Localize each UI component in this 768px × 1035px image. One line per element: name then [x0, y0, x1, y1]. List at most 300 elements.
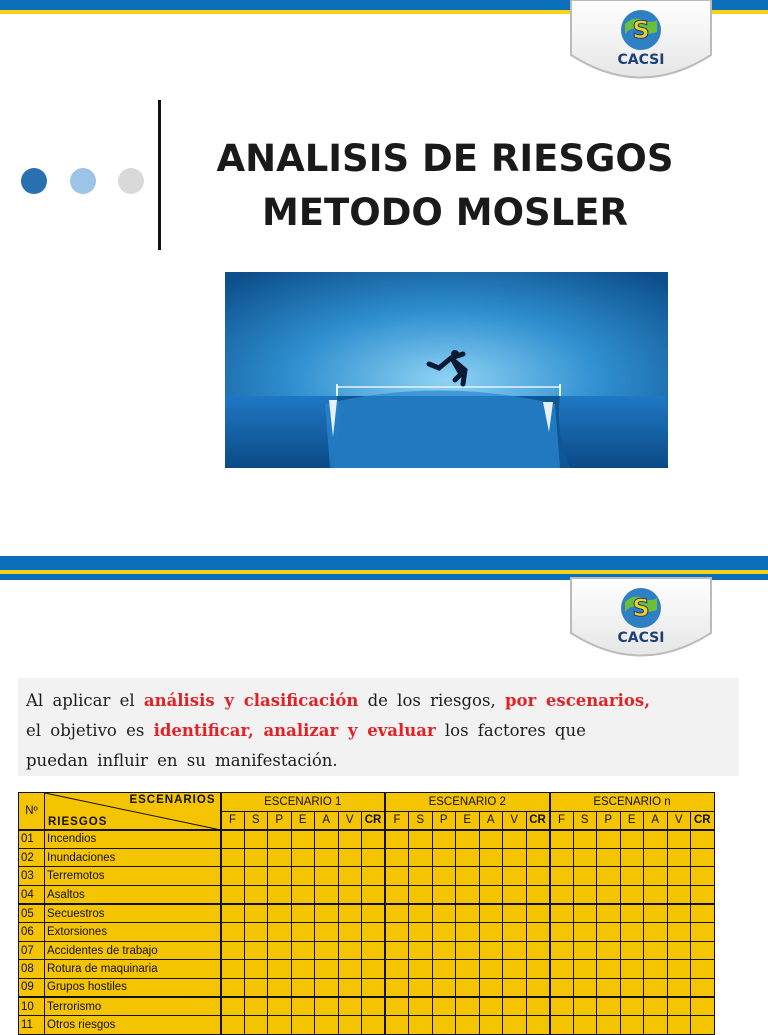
para-highlight-2: por escenarios, — [504, 691, 650, 710]
score-cell — [667, 904, 691, 923]
score-cell — [503, 885, 527, 904]
score-cell — [268, 997, 292, 1016]
header-blue-stripe — [0, 556, 768, 570]
score-cell — [691, 978, 715, 997]
row-number: 07 — [19, 941, 45, 960]
score-cell — [526, 904, 550, 923]
score-cell — [362, 867, 386, 886]
score-cell — [597, 867, 621, 886]
score-cell — [667, 848, 691, 867]
score-cell — [573, 923, 597, 942]
score-cell — [573, 997, 597, 1016]
paragraph-line-3 — [26, 746, 731, 776]
score-cell — [244, 941, 268, 960]
score-cell — [362, 923, 386, 942]
score-cell — [385, 960, 409, 979]
score-cell — [362, 885, 386, 904]
column-header-cr: CR — [691, 811, 715, 830]
score-cell — [503, 960, 527, 979]
score-cell — [644, 941, 668, 960]
score-cell — [503, 923, 527, 942]
score-cell — [456, 830, 480, 849]
score-cell — [291, 960, 315, 979]
score-cell — [597, 923, 621, 942]
table-row — [19, 941, 715, 960]
title-divider — [158, 100, 161, 250]
score-cell — [268, 923, 292, 942]
score-cell — [644, 923, 668, 942]
score-cell — [526, 960, 550, 979]
para-text-2: de los riesgos, — [358, 691, 505, 710]
score-cell — [291, 904, 315, 923]
score-cell — [291, 978, 315, 997]
score-cell — [479, 848, 503, 867]
score-cell — [409, 997, 433, 1016]
scenario-header-1: ESCENARIO 1 — [221, 793, 386, 812]
score-cell — [221, 848, 245, 867]
row-risk: Grupos hostiles — [45, 978, 221, 997]
score-cell — [550, 923, 574, 942]
score-cell — [221, 830, 245, 849]
header-no: Nº — [19, 793, 45, 830]
cacsi-logo — [571, 0, 711, 90]
score-cell — [409, 978, 433, 997]
column-header-s: S — [573, 811, 597, 830]
score-cell — [526, 923, 550, 942]
score-cell — [644, 830, 668, 849]
header-corner — [45, 793, 221, 830]
score-cell — [268, 830, 292, 849]
score-cell — [620, 1016, 644, 1035]
score-cell — [667, 997, 691, 1016]
row-number: 05 — [19, 904, 45, 923]
score-cell — [456, 904, 480, 923]
score-cell — [644, 885, 668, 904]
score-cell — [338, 904, 362, 923]
score-cell — [479, 978, 503, 997]
score-cell — [667, 978, 691, 997]
logo-text: CACSI — [617, 630, 665, 646]
column-header-cr: CR — [362, 811, 386, 830]
score-cell — [479, 885, 503, 904]
score-cell — [456, 848, 480, 867]
score-cell — [691, 885, 715, 904]
score-cell — [409, 848, 433, 867]
score-cell — [550, 885, 574, 904]
score-cell — [691, 1016, 715, 1035]
score-cell — [362, 978, 386, 997]
score-cell — [550, 1016, 574, 1035]
paragraph-line-1 — [26, 686, 731, 716]
score-cell — [244, 848, 268, 867]
score-cell — [667, 960, 691, 979]
score-cell — [291, 941, 315, 960]
score-cell — [526, 941, 550, 960]
score-cell — [315, 885, 339, 904]
score-cell — [432, 1016, 456, 1035]
score-cell — [667, 867, 691, 886]
table-row — [19, 978, 715, 997]
score-cell — [644, 867, 668, 886]
score-cell — [432, 904, 456, 923]
score-cell — [479, 904, 503, 923]
risk-jump-illustration — [225, 272, 668, 468]
score-cell — [573, 885, 597, 904]
score-cell — [315, 1016, 339, 1035]
score-cell — [385, 1016, 409, 1035]
row-risk: Extorsiones — [45, 923, 221, 942]
score-cell — [291, 848, 315, 867]
score-cell — [291, 997, 315, 1016]
score-cell — [244, 923, 268, 942]
score-cell — [597, 904, 621, 923]
score-cell — [620, 867, 644, 886]
column-header-a: A — [479, 811, 503, 830]
score-cell — [221, 997, 245, 1016]
score-cell — [432, 830, 456, 849]
score-cell — [291, 885, 315, 904]
row-number: 09 — [19, 978, 45, 997]
score-cell — [338, 848, 362, 867]
score-cell — [550, 830, 574, 849]
score-cell — [432, 867, 456, 886]
score-cell — [620, 960, 644, 979]
score-cell — [385, 904, 409, 923]
score-cell — [550, 978, 574, 997]
score-cell — [409, 904, 433, 923]
score-cell — [268, 885, 292, 904]
row-number: 02 — [19, 848, 45, 867]
row-risk: Secuestros — [45, 904, 221, 923]
score-cell — [526, 830, 550, 849]
score-cell — [573, 830, 597, 849]
score-cell — [667, 830, 691, 849]
column-header-s: S — [244, 811, 268, 830]
score-cell — [268, 978, 292, 997]
score-cell — [550, 867, 574, 886]
column-header-e: E — [620, 811, 644, 830]
score-cell — [315, 960, 339, 979]
score-cell — [691, 941, 715, 960]
para-text-4: los factores que — [435, 721, 586, 740]
table-row — [19, 1016, 715, 1035]
svg-text:S: S — [632, 16, 650, 44]
score-cell — [338, 867, 362, 886]
column-header-a: A — [315, 811, 339, 830]
score-cell — [456, 978, 480, 997]
para-highlight-3: identificar, analizar y evaluar — [153, 721, 436, 740]
table-row — [19, 923, 715, 942]
score-cell — [573, 867, 597, 886]
score-cell — [456, 885, 480, 904]
score-cell — [315, 997, 339, 1016]
table-row — [19, 867, 715, 886]
score-cell — [268, 848, 292, 867]
score-cell — [268, 960, 292, 979]
score-cell — [620, 978, 644, 997]
score-cell — [620, 997, 644, 1016]
column-header-cr: CR — [526, 811, 550, 830]
column-header-p: P — [268, 811, 292, 830]
column-header-f: F — [550, 811, 574, 830]
score-cell — [550, 941, 574, 960]
score-cell — [362, 941, 386, 960]
score-cell — [526, 867, 550, 886]
row-risk: Otros riesgos — [45, 1016, 221, 1035]
score-cell — [550, 960, 574, 979]
score-cell — [456, 867, 480, 886]
row-risk: Incendios — [45, 830, 221, 849]
score-cell — [291, 923, 315, 942]
score-cell — [503, 978, 527, 997]
row-number: 06 — [19, 923, 45, 942]
score-cell — [526, 978, 550, 997]
score-cell — [479, 830, 503, 849]
score-cell — [597, 885, 621, 904]
row-number: 03 — [19, 867, 45, 886]
score-cell — [479, 1016, 503, 1035]
score-cell — [503, 1016, 527, 1035]
score-cell — [362, 848, 386, 867]
score-cell — [432, 997, 456, 1016]
slide-title-text — [170, 132, 720, 240]
score-cell — [409, 960, 433, 979]
score-cell — [644, 960, 668, 979]
row-number: 08 — [19, 960, 45, 979]
column-header-v: V — [338, 811, 362, 830]
column-header-e: E — [291, 811, 315, 830]
score-cell — [338, 885, 362, 904]
score-cell — [291, 830, 315, 849]
score-cell — [409, 885, 433, 904]
score-cell — [338, 830, 362, 849]
para-text-5: puedan influir en su manifestación. — [26, 751, 338, 770]
row-risk: Terrorismo — [45, 997, 221, 1016]
score-cell — [291, 1016, 315, 1035]
score-cell — [550, 997, 574, 1016]
score-cell — [409, 867, 433, 886]
table-row — [19, 885, 715, 904]
score-cell — [409, 830, 433, 849]
score-cell — [644, 1016, 668, 1035]
score-cell — [432, 978, 456, 997]
score-cell — [315, 867, 339, 886]
score-cell — [432, 885, 456, 904]
score-cell — [644, 904, 668, 923]
score-cell — [456, 1016, 480, 1035]
score-cell — [479, 867, 503, 886]
score-cell — [503, 941, 527, 960]
slide-mosler-table — [0, 556, 768, 1031]
score-cell — [691, 923, 715, 942]
score-cell — [268, 867, 292, 886]
row-risk: Asaltos — [45, 885, 221, 904]
score-cell — [338, 960, 362, 979]
column-header-s: S — [409, 811, 433, 830]
column-header-v: V — [667, 811, 691, 830]
score-cell — [503, 904, 527, 923]
score-cell — [244, 904, 268, 923]
score-cell — [268, 1016, 292, 1035]
decor-dot-1 — [21, 168, 47, 194]
score-cell — [221, 960, 245, 979]
score-cell — [338, 997, 362, 1016]
score-cell — [385, 941, 409, 960]
score-cell — [620, 923, 644, 942]
score-cell — [503, 848, 527, 867]
logo-text: CACSI — [617, 52, 665, 68]
score-cell — [573, 978, 597, 997]
score-cell — [597, 1016, 621, 1035]
score-cell — [479, 997, 503, 1016]
score-cell — [409, 923, 433, 942]
score-cell — [221, 923, 245, 942]
para-text-3: el objetivo es — [26, 721, 154, 740]
column-header-e: E — [456, 811, 480, 830]
svg-text:S: S — [632, 594, 650, 622]
score-cell — [644, 848, 668, 867]
score-cell — [456, 997, 480, 1016]
score-cell — [221, 885, 245, 904]
score-cell — [385, 978, 409, 997]
paragraph-line-2 — [26, 716, 731, 746]
score-cell — [667, 941, 691, 960]
decor-dot-3 — [118, 168, 144, 194]
score-cell — [338, 941, 362, 960]
para-text-1: Al aplicar el — [26, 691, 144, 710]
score-cell — [691, 867, 715, 886]
score-cell — [315, 941, 339, 960]
score-cell — [221, 941, 245, 960]
row-number: 10 — [19, 997, 45, 1016]
scenario-header-n: ESCENARIO n — [550, 793, 715, 812]
score-cell — [456, 923, 480, 942]
score-cell — [385, 867, 409, 886]
row-risk: Rotura de maquinaria — [45, 960, 221, 979]
row-risk: Inundaciones — [45, 848, 221, 867]
score-cell — [597, 960, 621, 979]
score-cell — [526, 848, 550, 867]
title-line-1: ANALISIS DE RIESGOS — [216, 137, 674, 180]
score-cell — [244, 978, 268, 997]
score-cell — [244, 1016, 268, 1035]
score-cell — [315, 830, 339, 849]
score-cell — [479, 941, 503, 960]
score-cell — [244, 885, 268, 904]
row-number: 04 — [19, 885, 45, 904]
table-row — [19, 960, 715, 979]
score-cell — [550, 904, 574, 923]
score-cell — [691, 960, 715, 979]
column-header-f: F — [221, 811, 245, 830]
score-cell — [503, 830, 527, 849]
score-cell — [409, 1016, 433, 1035]
score-cell — [526, 997, 550, 1016]
score-cell — [620, 941, 644, 960]
column-header-f: F — [385, 811, 409, 830]
score-cell — [362, 830, 386, 849]
score-cell — [221, 867, 245, 886]
score-cell — [221, 978, 245, 997]
score-cell — [315, 848, 339, 867]
header-riesgos: RIESGOS — [48, 815, 108, 828]
title-line-2: METODO MOSLER — [261, 191, 629, 234]
score-cell — [456, 941, 480, 960]
mosler-risk-table — [18, 792, 715, 1035]
table-row — [19, 830, 715, 849]
score-cell — [644, 978, 668, 997]
score-cell — [597, 848, 621, 867]
score-cell — [409, 941, 433, 960]
score-cell — [385, 830, 409, 849]
score-cell — [479, 923, 503, 942]
score-cell — [691, 997, 715, 1016]
score-cell — [573, 1016, 597, 1035]
score-cell — [479, 960, 503, 979]
header-escenarios: ESCENARIOS — [129, 794, 216, 806]
row-risk: Terremotos — [45, 867, 221, 886]
score-cell — [362, 960, 386, 979]
score-cell — [526, 1016, 550, 1035]
score-cell — [385, 848, 409, 867]
score-cell — [244, 867, 268, 886]
score-cell — [550, 848, 574, 867]
score-cell — [597, 941, 621, 960]
score-cell — [597, 997, 621, 1016]
column-header-p: P — [597, 811, 621, 830]
score-cell — [503, 867, 527, 886]
score-cell — [315, 978, 339, 997]
score-cell — [315, 923, 339, 942]
score-cell — [667, 1016, 691, 1035]
score-cell — [597, 830, 621, 849]
intro-paragraph — [18, 678, 739, 776]
row-risk: Accidentes de trabajo — [45, 941, 221, 960]
score-cell — [221, 904, 245, 923]
row-number: 01 — [19, 830, 45, 849]
score-cell — [362, 1016, 386, 1035]
table-row — [19, 848, 715, 867]
score-cell — [667, 885, 691, 904]
score-cell — [268, 904, 292, 923]
score-cell — [573, 941, 597, 960]
cacsi-logo — [571, 578, 711, 668]
para-highlight-1: análisis y clasificación — [143, 691, 359, 710]
table-row — [19, 904, 715, 923]
score-cell — [691, 904, 715, 923]
score-cell — [385, 885, 409, 904]
score-cell — [573, 848, 597, 867]
score-cell — [385, 997, 409, 1016]
column-header-p: P — [432, 811, 456, 830]
score-cell — [573, 904, 597, 923]
score-cell — [573, 960, 597, 979]
score-cell — [338, 978, 362, 997]
score-cell — [362, 904, 386, 923]
score-cell — [432, 848, 456, 867]
scenario-header-2: ESCENARIO 2 — [385, 793, 550, 812]
score-cell — [315, 904, 339, 923]
score-cell — [620, 904, 644, 923]
score-cell — [456, 960, 480, 979]
score-cell — [244, 830, 268, 849]
score-cell — [432, 960, 456, 979]
score-cell — [244, 960, 268, 979]
score-cell — [691, 830, 715, 849]
score-cell — [503, 997, 527, 1016]
column-header-a: A — [644, 811, 668, 830]
score-cell — [291, 867, 315, 886]
